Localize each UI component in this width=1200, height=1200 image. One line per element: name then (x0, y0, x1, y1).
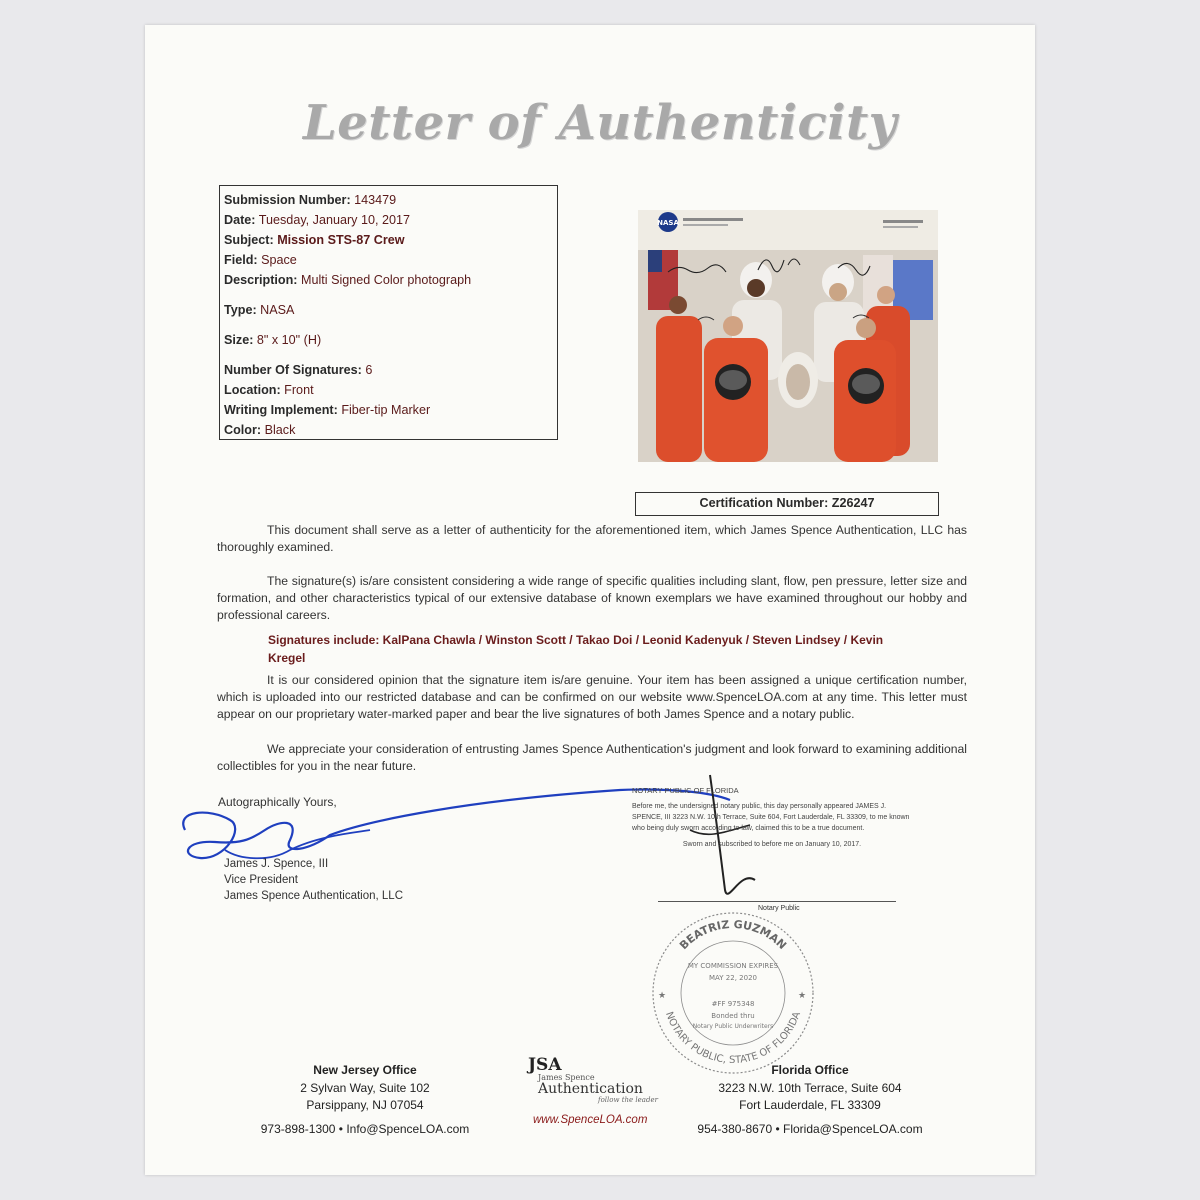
implement-row (224, 400, 553, 420)
signatures-count-label: Number Of Signatures: (224, 363, 362, 377)
crew-photograph (638, 210, 938, 462)
seal-state: NOTARY PUBLIC, STATE OF FLORIDA (663, 1010, 803, 1067)
type-value: NASA (260, 303, 295, 317)
fl-office-line1: 3223 N.W. 10th Terrace, Suite 604 (718, 1080, 902, 1095)
submission-value: 143479 (354, 193, 397, 207)
nj-office-head: New Jersey Office (313, 1063, 417, 1077)
nj-office (250, 1062, 480, 1138)
jsa-logo-letters: JSA (528, 1055, 562, 1075)
date-value: Tuesday, January 10, 2017 (258, 213, 411, 227)
notary-header: NOTARY PUBLIC OF FLORIDA (632, 786, 739, 795)
subject-row (224, 230, 553, 250)
location-row (224, 380, 553, 400)
description-label: Description: (224, 273, 298, 287)
nj-office-line1: 2 Sylvan Way, Suite 102 (300, 1080, 430, 1095)
jsa-logo-word: Authentication (538, 1081, 643, 1097)
type-label: Type: (224, 303, 257, 317)
seal-name: BEATRIZ GUZMAN (677, 917, 789, 953)
color-value: Black (264, 423, 296, 437)
field-label: Field: (224, 253, 258, 267)
implement-label: Writing Implement: (224, 403, 338, 417)
field-value: Space (261, 253, 297, 267)
field-row (224, 250, 553, 270)
nj-office-line2: Parsippany, NJ 07054 (306, 1098, 424, 1112)
fl-office-line2: Fort Lauderdale, FL 33309 (739, 1098, 881, 1112)
submission-label: Submission Number: (224, 193, 351, 207)
fl-office-contact: 954-380-8670 • Florida@SpenceLOA.com (697, 1121, 923, 1136)
implement-value: Fiber-tip Marker (341, 403, 431, 417)
subject-value: Mission STS-87 Crew (277, 233, 405, 247)
notary-line-label: Notary Public (758, 905, 800, 912)
paragraph-intro: This document shall serve as a letter of authenticity for the aforementioned item, which James Spence Authentication, LLC has thoroughly examined. (217, 523, 967, 554)
jsa-logo-tagline: follow the leader (598, 1096, 658, 1104)
description-row (224, 270, 553, 290)
page-title: Letter of Authenticity (302, 95, 898, 151)
size-row (224, 330, 553, 350)
date-row (224, 210, 553, 230)
color-label: Color: (224, 423, 262, 437)
jsa-logo-name: James Spence (538, 1073, 595, 1082)
certification-number: Certification Number: Z26247 (635, 492, 939, 516)
footer-website-link[interactable]: www.SpenceLOA.com (533, 1114, 648, 1126)
closing-salutation: Autographically Yours, (218, 795, 337, 809)
seal-commission: MY COMMISSION EXPIRES (687, 962, 779, 970)
jsa-logo (528, 1055, 668, 1104)
signatures-count-row (224, 360, 553, 380)
seal-number: #FF 975348 (711, 1000, 755, 1008)
signatures-include: Signatures include: KalPana Chawla / Winston Scott / Takao Doi / Leonid Kadenyuk / Steven Lindsey / Kevin Kregel (268, 633, 884, 665)
notary-signature-line (658, 901, 896, 902)
notary-body: Before me, the undersigned notary public, this day personally appeared JAMES J. SPENCE, III 3223 N.W. 10th Terrace, Suite 604, Fort Lauderdale, FL 33309, to me known who being duly sworn according to law, claimed this to be a true document. (632, 803, 910, 832)
description-value: Multi Signed Color photograph (300, 273, 472, 287)
seal-underwriters: Notary Public Underwriters (692, 1023, 774, 1030)
signer-company: James Spence Authentication, LLC (224, 890, 404, 902)
submission-number-row (224, 190, 553, 210)
seal-expires: MAY 22, 2020 (709, 974, 757, 982)
item-details-box (219, 185, 558, 440)
paragraph-consistency: The signature(s) is/are consistent considering a wide range of specific qualities including slant, flow, pen pressure, letter size and formation, and other characteristics typical of our extensive database of known exemplars we have examined throughout our hobby and professional careers. (217, 574, 967, 622)
signatures-count-value: 6 (365, 363, 373, 377)
paragraph-appreciation: We appreciate your consideration of entrusting James Spence Authentication's judgment and look forward to examining additional collectibles for you in the near future. (217, 742, 967, 773)
paragraph-opinion: It is our considered opinion that the signature item is/are genuine. Your item has been assigned a unique certification number, which is uploaded into our restricted database and can be confirmed on our website www.SpenceLOA.com at any time. This letter must appear on our proprietary water-marked paper and bear the live signatures of both James Spence and a notary public. (217, 673, 967, 721)
size-label: Size: (224, 333, 254, 347)
notary-sworn: Sworn and subscribed to before me on January 10, 2017. (682, 841, 862, 848)
date-label: Date: (224, 213, 256, 227)
seal-star-left: ★ (658, 990, 667, 1000)
type-row (224, 300, 553, 320)
notary-seal-icon (648, 908, 818, 1078)
fl-office-head: Florida Office (771, 1063, 849, 1077)
location-label: Location: (224, 383, 281, 397)
subject-label: Subject: (224, 233, 274, 247)
nasa-logo-text: NASA (657, 219, 679, 227)
signer-block (224, 856, 403, 904)
fl-office (680, 1062, 940, 1138)
size-value: 8" x 10" (H) (256, 333, 322, 347)
color-row (224, 420, 553, 440)
location-value: Front (284, 383, 314, 397)
notary-statement (632, 785, 912, 850)
seal-bonded: Bonded thru (711, 1012, 755, 1020)
signer-role: Vice President (224, 874, 298, 886)
nj-office-contact: 973-898-1300 • Info@SpenceLOA.com (260, 1121, 470, 1136)
seal-star-right: ★ (798, 990, 807, 1000)
signer-name: James J. Spence, III (224, 858, 329, 870)
